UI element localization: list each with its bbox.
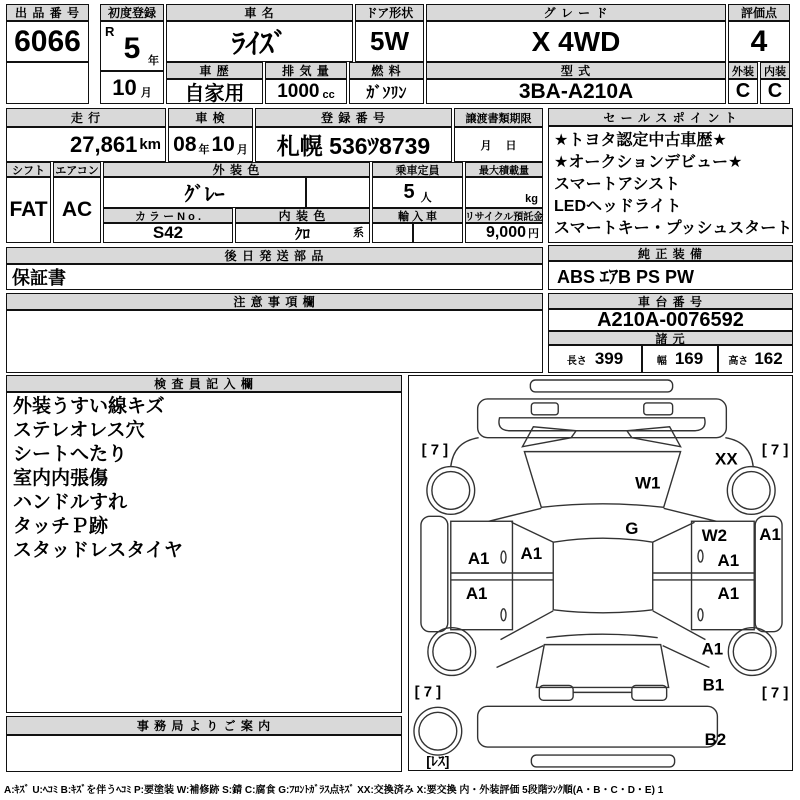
mark-b1-rear-right: B1	[702, 675, 725, 695]
tire-depth-rear-left: [ 7 ]	[414, 683, 442, 701]
recycle-unit: 円	[528, 228, 539, 240]
specs-header: 諸 元	[548, 331, 793, 345]
shift-value: FAT	[6, 177, 51, 243]
shaken-month-unit: 月	[236, 143, 248, 156]
exterior-rank-value: C	[728, 79, 758, 104]
inspector-note-item: 室内内張傷	[13, 468, 109, 489]
inspector-note-item: ステレオレス穴	[13, 420, 145, 441]
transfer-docs-header: 譲渡書類期限	[454, 108, 543, 127]
interior-color-suffix: 系	[353, 227, 364, 239]
specs-width-cell	[642, 345, 718, 373]
color-no-value: S42	[103, 223, 233, 243]
aircon-value: AC	[53, 177, 101, 243]
mark-a1-left-body: A1	[520, 544, 543, 564]
capacity-value	[372, 177, 463, 208]
width-label: 幅	[656, 355, 667, 367]
exterior-color-header: 外 装 色	[103, 162, 370, 177]
recycle-deposit-header: リサイクル預託金	[465, 208, 543, 223]
recycle-deposit-value	[465, 223, 543, 243]
shaken-year-unit: 年	[198, 143, 210, 156]
import-header: 輸 入 車	[372, 208, 463, 223]
tire-depth-front-left: [ 7 ]	[421, 441, 449, 459]
model-code-header: 型 式	[426, 62, 726, 79]
displacement-unit: cc	[322, 89, 335, 101]
lot-number-header: 出 品 番 号	[6, 4, 89, 21]
mileage-header: 走 行	[6, 108, 166, 127]
exterior-color-empty-cell	[306, 177, 370, 208]
mark-a1-rear-right-door: A1	[717, 583, 740, 603]
exterior-color-value: ｸﾞﾚｰ	[103, 177, 306, 208]
inspector-note-item: シートへたり	[13, 444, 128, 465]
grade-header: グ レ ー ド	[426, 4, 726, 21]
inspector-notes-list	[6, 392, 402, 713]
oem-equipment-value: ABS ｴｱB PS PW	[548, 261, 793, 290]
car-outline	[414, 380, 782, 767]
shaken-header: 車 検	[168, 108, 253, 127]
tire-depth-rear-right: [ 7 ]	[761, 684, 789, 702]
height-value: 162	[754, 349, 783, 368]
sales-points-header: セ ー ル ス ポ イ ン ト	[548, 108, 793, 126]
mark-a1-right-sill: A1	[759, 525, 781, 545]
interior-color-header: 内 装 色	[235, 208, 370, 223]
mark-spare-tire-less: [ﾚｽ]	[426, 752, 450, 769]
tire-depth-front-right: [ 7 ]	[761, 441, 789, 459]
interior-color-value	[235, 223, 370, 243]
mark-b2-rear-bumper: B2	[704, 730, 727, 750]
specs-height-cell	[718, 345, 793, 373]
car-top-view-diagram	[409, 375, 792, 771]
door-shape-header: ドア形状	[355, 4, 424, 21]
score-header: 評価点	[728, 4, 790, 21]
lot-number-empty-cell	[6, 62, 89, 104]
score-value: 4	[728, 21, 790, 62]
sales-point-item: ★トヨタ認定中古車歴★	[554, 132, 727, 149]
sales-point-item: スマートアシスト	[554, 176, 681, 193]
mark-xx-front-right-fender: XX	[715, 449, 738, 469]
exterior-rank-header: 外装	[728, 62, 758, 79]
length-value: 399	[594, 349, 624, 368]
mark-a1-front-left-door: A1	[467, 549, 490, 569]
aircon-header: エアコン	[53, 162, 101, 177]
displacement-value	[265, 79, 347, 104]
lot-number-value: 6066	[6, 21, 89, 62]
specs-length-cell	[548, 345, 642, 373]
first-registration-month-cell	[100, 71, 164, 104]
oem-equipment-header: 純 正 装 備	[548, 245, 793, 261]
car-history-header: 車 歴	[166, 62, 263, 79]
max-load-header: 最大積載量	[465, 162, 543, 177]
first-registration-year-cell	[100, 21, 164, 71]
length-label: 長さ	[566, 355, 587, 367]
mileage-number: 27,861	[70, 131, 138, 157]
chassis-number-value: A210A-0076592	[548, 309, 793, 331]
shaken-year: 08	[173, 132, 197, 156]
registration-number-value: 札幌 536ﾂ8739	[255, 127, 452, 162]
year-unit: 年	[148, 55, 159, 67]
car-name-value: ﾗｲｽﾞ	[166, 21, 353, 62]
sales-point-item: スマートキー・プッシュスタート	[554, 220, 793, 237]
inspector-note-item: ハンドルすれ	[13, 492, 128, 513]
mark-a1-front-right-door: A1	[717, 551, 740, 571]
caution-header: 注 意 事 項 欄	[6, 293, 543, 310]
era-letter: R	[105, 24, 115, 39]
transfer-month-unit: 月	[480, 139, 492, 152]
sales-points-list	[548, 126, 793, 243]
mark-a1-rear-left-door: A1	[465, 583, 488, 603]
max-load-unit: kg	[525, 193, 538, 205]
later-parts-header: 後 日 発 送 部 品	[6, 247, 543, 264]
interior-color-name: ｸﾛ	[294, 225, 310, 243]
capacity-unit: 人	[420, 191, 432, 204]
mark-w1-windshield: W1	[635, 473, 661, 493]
import-empty-cell-2	[413, 223, 463, 243]
recycle-amount: 9,000	[485, 224, 526, 241]
office-info-header: 事 務 局 よ り ご 案 内	[6, 716, 402, 735]
inspector-note-item: タッチＰ跡	[13, 516, 109, 537]
mark-g-roof: G	[625, 519, 639, 539]
capacity-header: 乗車定員	[372, 162, 463, 177]
sales-point-item: LEDヘッドライト	[554, 198, 682, 215]
era-year: 5	[123, 32, 141, 65]
mileage-value	[6, 127, 166, 162]
fuel-value: ｶﾞｿﾘﾝ	[349, 79, 424, 104]
max-load-value	[465, 177, 543, 208]
import-empty-cell-1	[372, 223, 413, 243]
door-shape-value: 5W	[355, 21, 424, 62]
shaken-month: 10	[211, 132, 235, 156]
capacity-number: 5	[403, 181, 415, 203]
first-registration-header: 初度登録	[100, 4, 164, 21]
color-no-header: カ ラ ー N o .	[103, 208, 233, 223]
inspector-note-item: 外装うすい線キズ	[13, 396, 165, 417]
transfer-docs-value	[454, 127, 543, 162]
inspector-notes-header: 検 査 員 記 入 欄	[6, 375, 402, 392]
car-name-header: 車 名	[166, 4, 353, 21]
interior-rank-value: C	[760, 79, 790, 104]
displacement-number: 1000	[277, 80, 320, 102]
condition-diagram-box	[408, 375, 793, 771]
height-label: 高さ	[728, 355, 749, 367]
sales-point-item: ★オークションデビュー★	[554, 154, 743, 171]
width-value: 169	[674, 349, 704, 368]
month-unit: 月	[140, 87, 152, 99]
grade-value: X 4WD	[426, 21, 726, 62]
office-info-body	[6, 735, 402, 772]
shift-header: シフト	[6, 162, 51, 177]
mark-a1-rear-right-fender: A1	[701, 639, 724, 659]
chassis-number-header: 車 台 番 号	[548, 293, 793, 309]
condition-legend: A:ｷｽﾞ U:ﾍｺﾐ B:ｷｽﾞを伴うﾍｺﾐ P:要塗装 W:補修跡 S:錆 C:腐食 G:ﾌﾛﾝﾄｶﾞﾗｽ点ｷｽﾞ XX:交換済み X:要交換 内・外装評価 5段階ﾗﾝｸ順(A・B・C・D・E) 1	[4, 785, 664, 796]
model-code-value: 3BA-A210A	[426, 79, 726, 104]
displacement-header: 排 気 量	[265, 62, 347, 79]
car-history-value: 自家用	[166, 79, 263, 104]
fuel-header: 燃 料	[349, 62, 424, 79]
caution-body	[6, 310, 543, 373]
transfer-day-unit: 日	[505, 139, 517, 152]
later-parts-value: 保証書	[6, 264, 543, 290]
interior-rank-header: 内装	[760, 62, 790, 79]
mileage-unit: km	[139, 136, 161, 153]
reg-month: 10	[112, 74, 137, 100]
shaken-value	[168, 127, 253, 162]
registration-number-header: 登 録 番 号	[255, 108, 452, 127]
inspector-note-item: スタッドレスタイヤ	[13, 540, 184, 561]
mark-w2-front-right-door: W2	[701, 526, 728, 546]
